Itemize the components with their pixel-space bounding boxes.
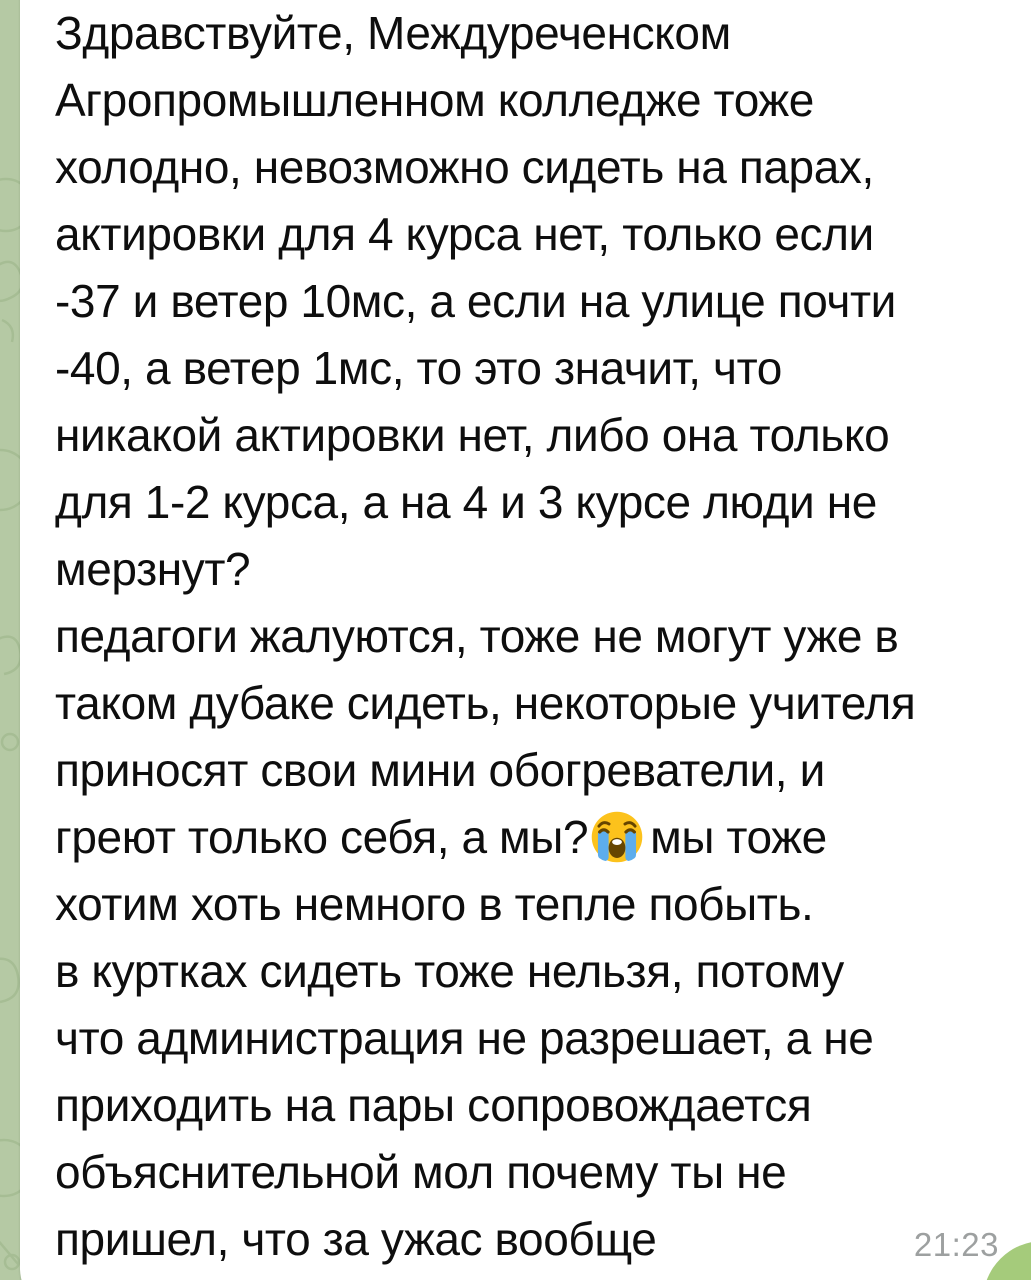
message-line: приходить на пары сопровождается (55, 1079, 812, 1131)
message-line: Здравствуйте, Междуреченском (55, 7, 731, 59)
message-line: никакой актировки нет, либо она только (55, 409, 890, 461)
message-line: -37 и ветер 10мс, а если на улице почти (55, 275, 896, 327)
message-line: объяснительной мол почему ты не (55, 1146, 787, 1198)
message-line: таком дубаке сидеть, некоторые учителя (55, 677, 916, 729)
message-line-segment: мы тоже (650, 811, 827, 863)
message-line: актировки для 4 курса нет, только если (55, 208, 874, 260)
message-text (20, 0, 1031, 1273)
message-line-segment: греют только себя, а мы? (55, 811, 589, 863)
incoming-message-bubble[interactable] (20, 0, 1031, 1280)
message-line: для 1-2 курса, а на 4 и 3 курсе люди не (55, 476, 877, 528)
message-line: -40, а ветер 1мс, то это значит, что (55, 342, 782, 394)
loudly-crying-face-emoji (591, 811, 643, 863)
message-line: в куртках сидеть тоже нельзя, потому (55, 945, 844, 997)
message-timestamp: 21:23 (913, 1226, 999, 1263)
message-line-with-emoji (55, 804, 1031, 871)
message-line: холодно, невозможно сидеть на парах, (55, 141, 874, 193)
message-line: пришел, что за ужас вообще (55, 1213, 657, 1265)
message-line: мерзнут? (55, 543, 251, 595)
message-line: Агропромышленном колледже тоже (55, 74, 814, 126)
message-line: что администрация не разрешает, а не (55, 1012, 874, 1064)
message-line: хотим хоть немного в тепле побыть. (55, 878, 814, 930)
message-line: педагоги жалуются, тоже не могут уже в (55, 610, 899, 662)
message-line: приносят свои мини обогреватели, и (55, 744, 825, 796)
